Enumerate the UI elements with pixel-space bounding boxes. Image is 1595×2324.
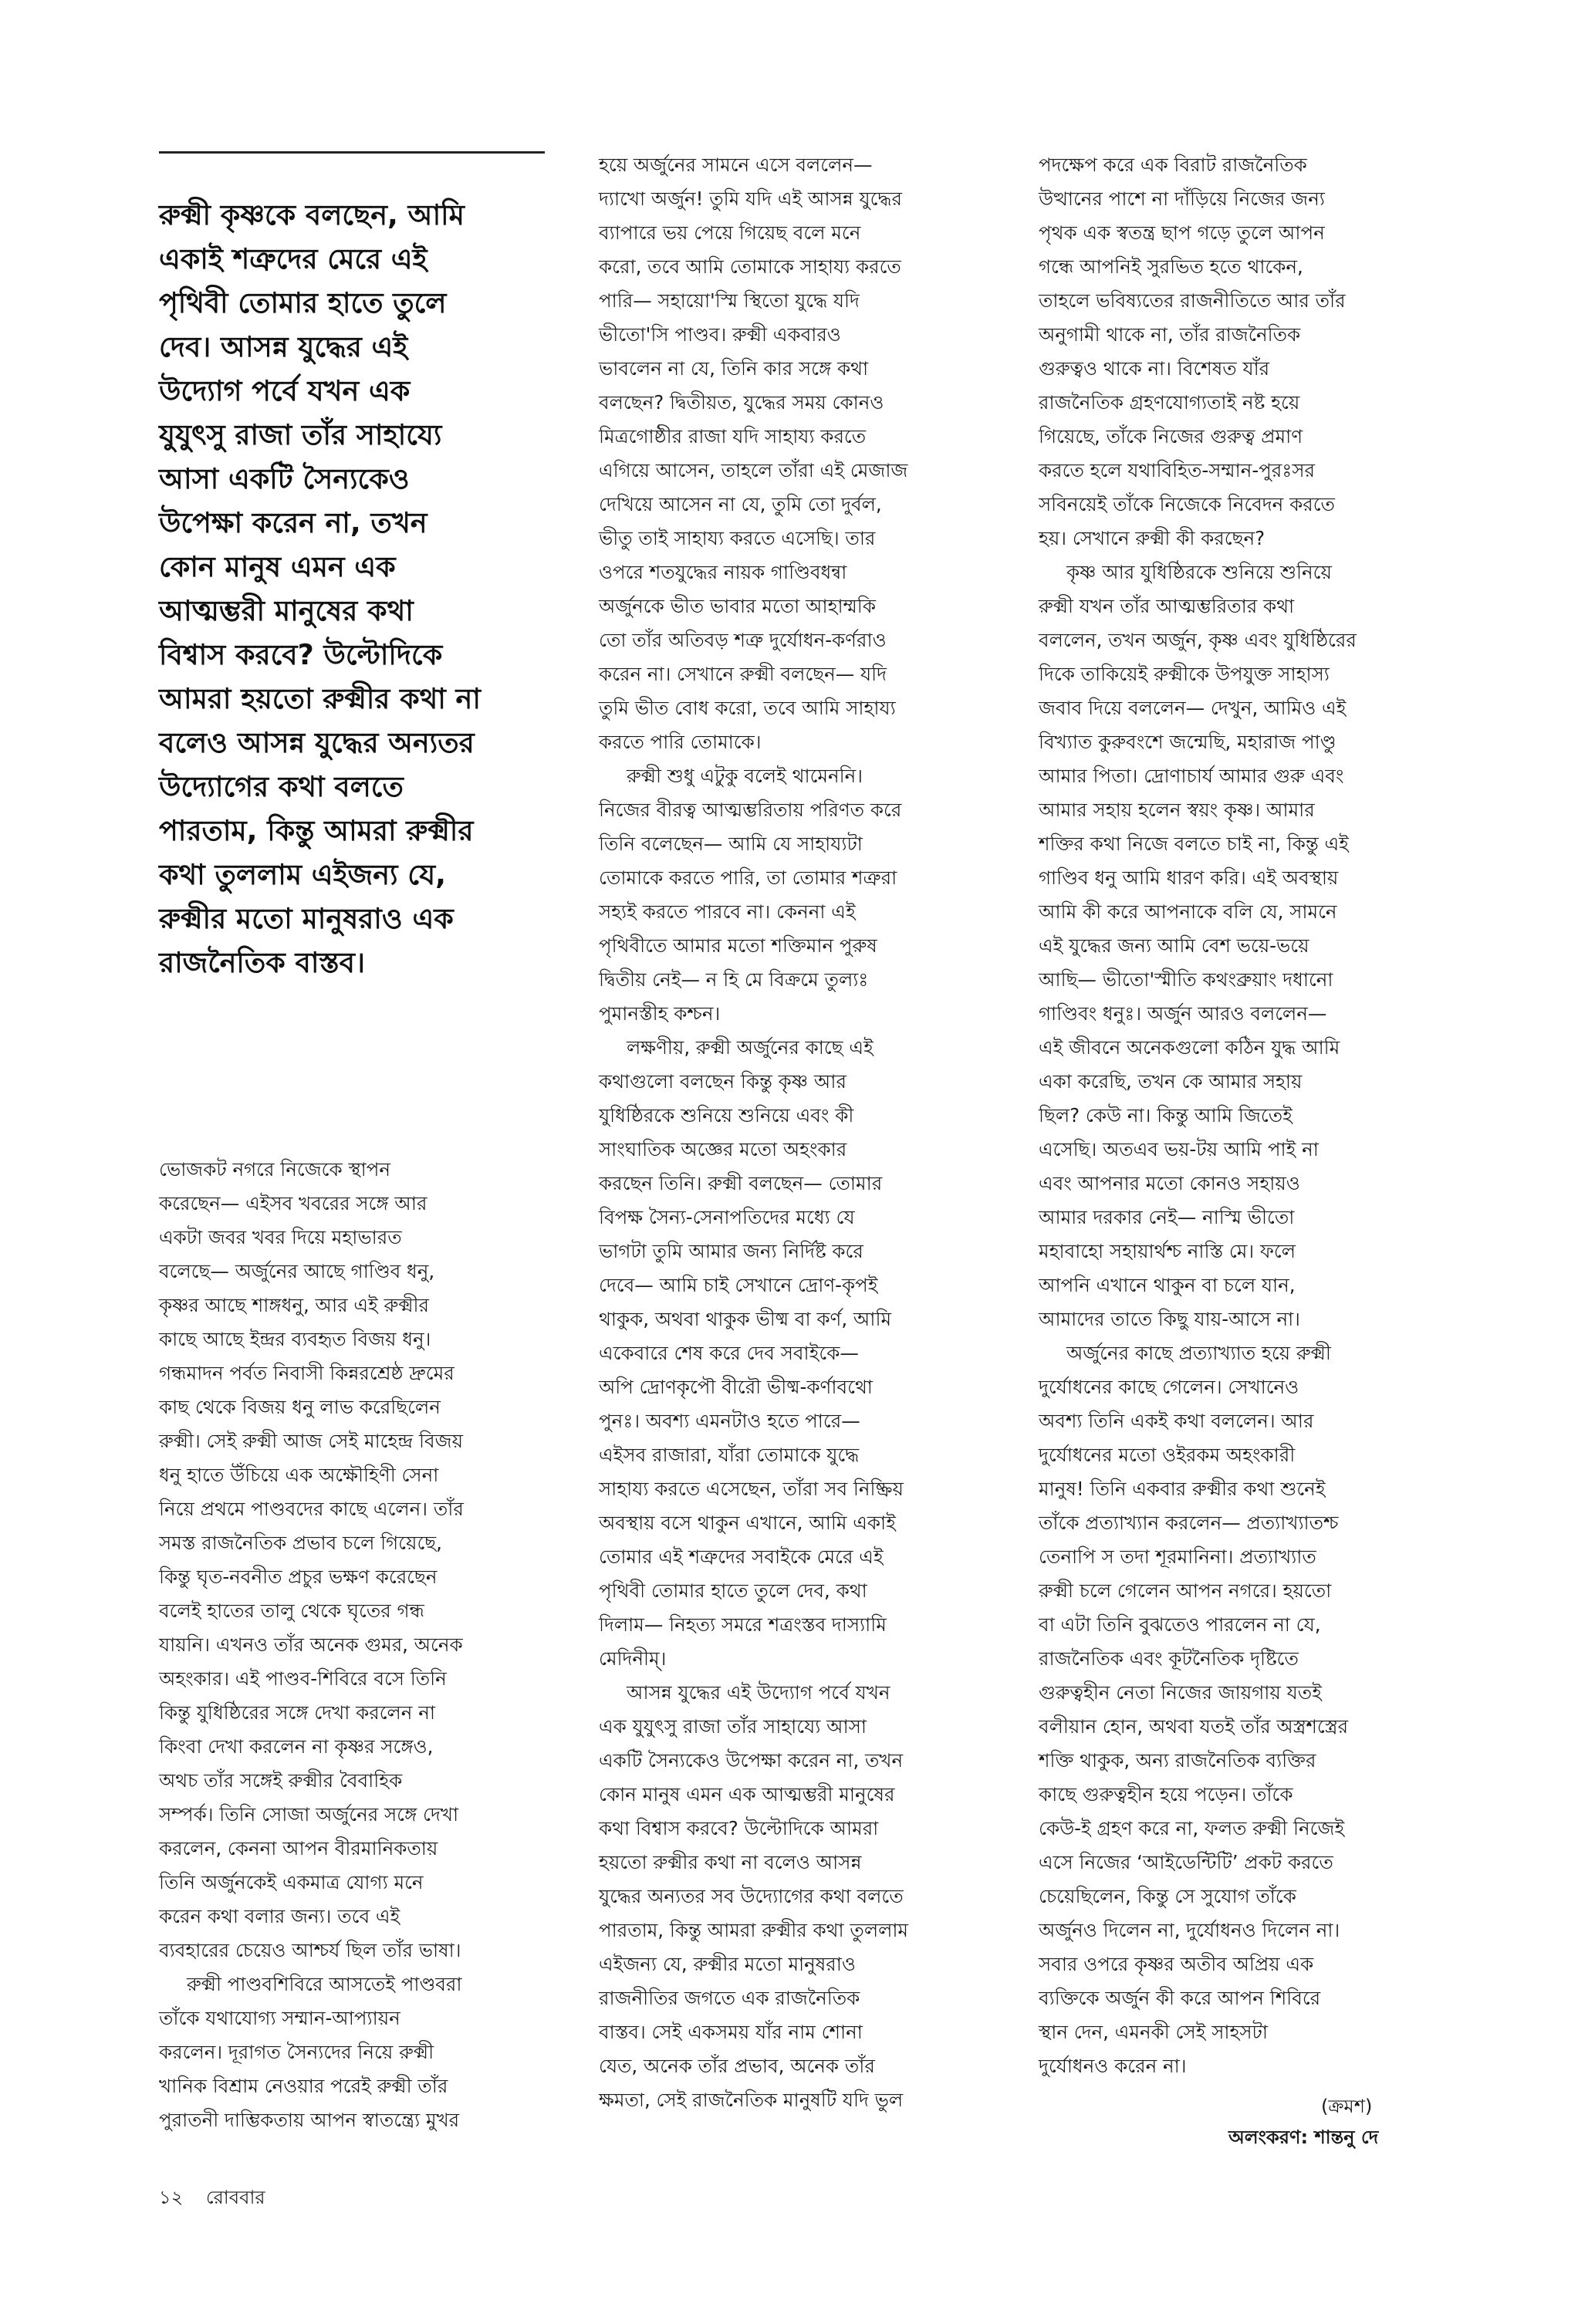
text-line: আমি কী করে আপনাকে বলি যে, সামনে <box>1039 900 1337 923</box>
text-line: একটা জবর খবর দিয়ে মহাভারত <box>159 1226 402 1248</box>
text-line: সহ্যই করতে পারবে না। কেননা এই <box>599 900 856 923</box>
text-line: তাহলে ভবিষ্যতের রাজনীতিতে আর তাঁর <box>1039 289 1346 312</box>
text-line: অনুগামী থাকে না, তাঁর রাজনৈতিক <box>1039 323 1301 346</box>
text-line: অর্জুনকে ভীত ভাবার মতো আহাম্মকি <box>599 595 876 617</box>
text-line: রুক্মী শুধু এটুকু বলেই থামেননি। <box>627 765 863 787</box>
text-line: দ্যাখো অর্জুন! তুমি যদি এই আসন্ন যুদ্ধের <box>599 187 902 210</box>
text-line: জবাব দিয়ে বললেন— দেখুন, আমিও এই <box>1039 697 1347 719</box>
text-line: দেবে— আমি চাই সেখানে দ্রোণ-কৃপই <box>599 1274 878 1296</box>
article-column-2 <box>599 148 1000 2117</box>
text-line: করেন কথা বলার জন্য। তবে এই <box>159 1905 400 1927</box>
pull-quote-line: যুযুৎসু রাজা তাঁর সাহায্যে <box>159 418 442 451</box>
text-line: বলছেন? দ্বিতীয়ত, যুদ্ধের সময় কোনও <box>599 391 884 414</box>
text-line: কিন্তু যুধিষ্ঠিরের সঙ্গে দেখা করলেন না <box>159 1701 435 1724</box>
text-line: কিংবা দেখা করলেন না কৃষ্ণর সঙ্গেও, <box>159 1735 434 1758</box>
text-line: অপি দ্রোণকৃপৌ বীরৌ ভীষ্ম-কর্ণাবথো <box>599 1376 873 1398</box>
text-line: পুরাতনী দাম্ভিকতায় আপন স্বাতন্ত্র্যে মুখর <box>159 2109 460 2131</box>
text-line: ধনু হাতে উঁচিয়ে এক অক্ষৌহিণী সেনা <box>159 1464 439 1486</box>
text-line: নিজের বীরত্ব আত্মম্ভরিতায় পরিণত করে <box>599 799 902 821</box>
text-line: তিনি অর্জুনকেই একমাত্র যোগ্য মনে <box>159 1871 424 1893</box>
text-line: নিয়ে প্রথমে পাণ্ডবদের কাছে এলেন। তাঁর <box>159 1498 464 1520</box>
pull-quote-line: আসা একটি সৈন্যকেও <box>159 462 410 495</box>
text-line: করলেন, কেননা আপন বীরমানিকতায় <box>159 1837 438 1860</box>
text-line: অবশ্য তিনি একই কথা বললেন। আর <box>1039 1410 1314 1432</box>
text-line: আসন্ন যুদ্ধের এই উদ্যোগ পর্বে যখন <box>627 1681 890 1704</box>
text-line: পদক্ষেপ করে এক বিরাট রাজনৈতিক <box>1039 154 1307 176</box>
article-column-3 <box>1039 148 1440 2083</box>
pull-quote-line: রুক্মী কৃষ্ণকে বলছেন, আমি <box>159 198 465 231</box>
text-line: বিখ্যাত কুরুবংশে জন্মেছি, মহারাজ পাণ্ডু <box>1039 731 1336 753</box>
text-line: গুরুত্বও থাকে না। বিশেষত যাঁর <box>1039 357 1270 380</box>
text-line: পৃথক এক স্বতন্ত্র ছাপ গড়ে তুলে আপন <box>1039 221 1325 244</box>
page-footer <box>159 2184 282 2214</box>
text-line: রাজনৈতিক এবং কূটনৈতিক দৃষ্টিতে <box>1039 1647 1299 1670</box>
text-line: যায়নি। এখনও তাঁর অনেক গুমর, অনেক <box>159 1633 463 1656</box>
text-line: হয়তো রুক্মীর কথা না বলেও আসন্ন <box>599 1851 862 1873</box>
pull-quote-line: উদ্যোগ পর্বে যখন এক <box>159 374 411 407</box>
text-line: মিত্রগোষ্ঠীর রাজা যদি সাহায্য করতে <box>599 425 867 448</box>
text-line: সম্পর্ক। তিনি সোজা অর্জুনের সঙ্গে দেখা <box>159 1803 459 1826</box>
text-line: যেত, অনেক তাঁর প্রভাব, অনেক তাঁর <box>599 2055 875 2077</box>
text-line: তোমার এই শত্রুদের সবাইকে মেরে এই <box>599 1545 884 1568</box>
pull-quote-line: রুক্মীর মতো মানুষরাও এক <box>159 902 454 935</box>
text-line: ভোজকট নগরে নিজেকে স্থাপন <box>159 1158 391 1181</box>
text-line: পৃথিবীতে আমার মতো শক্তিমান পুরুষ <box>599 934 877 957</box>
text-line: গন্ধমাদন পর্বত নিবাসী কিন্নরশ্রেষ্ঠ দ্রুমের <box>159 1362 455 1384</box>
continued-marker: (ক্রমশ) <box>1321 2096 1373 2117</box>
text-line: শক্তির কথা নিজে বলতে চাই না, কিন্তু এই <box>1039 833 1349 855</box>
text-line: করো, তবে আমি তোমাকে সাহায্য করতে <box>599 255 901 278</box>
text-line: বা এটা তিনি বুঝতেও পারলেন না যে, <box>1039 1613 1321 1636</box>
text-line: শক্তি থাকুক, অন্য রাজনৈতিক ব্যক্তির <box>1039 1749 1316 1772</box>
pull-quote-line: বিশ্বাস করবে? উল্টোদিকে <box>159 638 443 671</box>
pull-quote-line: উপেক্ষা করেন না, তখন <box>159 506 427 539</box>
text-line: বলীয়ান হোন, অথবা যতই তাঁর অস্ত্রশস্ত্রের <box>1039 1715 1349 1738</box>
text-line: রুক্মী। সেই রুক্মী আজ সেই মাহেন্দ্র বিজয় <box>159 1430 463 1452</box>
text-line: রাজনৈতিক গ্রহণযোগ্যতাই নষ্ট হয়ে <box>1039 391 1300 414</box>
text-line: ভীতো'সি পাণ্ডব। রুক্মী একবারও <box>599 323 841 346</box>
text-line: এগিয়ে আসেন, তাহলে তাঁরা এই মেজাজ <box>599 459 908 481</box>
text-line: দ্বিতীয় নেই— ন হি মে বিক্রমে তুল্যঃ <box>599 968 869 991</box>
text-line: কাছে গুরুত্বহীন হয়ে পড়েন। তাঁকে <box>1039 1783 1293 1805</box>
text-line: বলেই হাতের তালু থেকে ঘৃতের গন্ধ <box>159 1599 424 1622</box>
text-line: আমার দরকার নেই— নাস্মি ভীতো <box>1039 1206 1295 1228</box>
text-line: থাকুক, অথবা থাকুক ভীষ্ম বা কর্ণ, আমি <box>599 1308 892 1330</box>
top-rule <box>159 151 545 154</box>
text-line: করেছেন— এইসব খবরের সঙ্গে আর <box>159 1192 427 1214</box>
page-number: ১২ <box>159 2187 184 2208</box>
text-line: দিকে তাকিয়েই রুক্মীকে উপযুক্ত সাহাস্য <box>1039 663 1330 685</box>
text-line: গিয়েছে, তাঁকে নিজের গুরুত্ব প্রমাণ <box>1039 425 1303 448</box>
text-line: অথচ তাঁর সঙ্গেই রুক্মীর বৈবাহিক <box>159 1769 403 1792</box>
text-line: মানুষ! তিনি একবার রুক্মীর কথা শুনেই <box>1039 1478 1326 1500</box>
article-column-1 <box>159 1153 560 2137</box>
text-line: ছিল? কেউ না। কিন্তু আমি জিতেই <box>1039 1104 1293 1127</box>
text-line: এবং আপনার মতো কোনও সহায়ও <box>1039 1172 1300 1194</box>
text-line: লক্ষণীয়, রুক্মী অর্জুনের কাছে এই <box>627 1036 874 1059</box>
text-line: যুধিষ্ঠিরকে শুনিয়ে শুনিয়ে এবং কী <box>599 1104 854 1127</box>
text-line: অর্জুনের কাছে প্রত্যাখ্যাত হয়ে রুক্মী <box>1066 1342 1331 1364</box>
text-line: করছেন তিনি। রুক্মী বলছেন— তোমার <box>599 1172 883 1194</box>
pull-quote <box>159 193 553 985</box>
text-line: এসে নিজের ‘আইডেন্টিটি’ প্রকট করতে <box>1039 1851 1333 1873</box>
text-line: ব্যবহারের চেয়েও আশ্চর্য ছিল তাঁর ভাষা। <box>159 1939 461 1961</box>
text-line: করতে হলে যথাবিহিত-সম্মান-পুরঃসর <box>1039 459 1316 481</box>
text-line: একটি সৈন্যকেও উপেক্ষা করেন না, তখন <box>599 1749 904 1772</box>
text-line: ভীতু তাই সাহায্য করতে এসেছি। তার <box>599 527 876 549</box>
text-line: মেদিনীম্। <box>599 1647 667 1670</box>
text-line: সাহায্য করতে এসেছেন, তাঁরা সব নিষ্ক্রিয় <box>599 1478 904 1500</box>
text-line: কৃষ্ণ আর যুধিষ্ঠিরকে শুনিয়ে শুনিয়ে <box>1066 561 1332 583</box>
text-line: হয়ে অর্জুনের সামনে এসে বললেন— <box>599 154 873 176</box>
pull-quote-line: পৃথিবী তোমার হাতে তুলে <box>159 286 447 319</box>
text-line: তিনি বলেছেন— আমি যে সাহায্যটা <box>599 833 863 855</box>
text-line: এই যুদ্ধের জন্য আমি বেশ ভয়ে-ভয়ে <box>1039 934 1309 957</box>
pull-quote-line: কোন মানুষ এমন এক <box>159 550 396 583</box>
text-line: বললেন, তখন অর্জুন, কৃষ্ণ এবং যুধিষ্ঠিরের <box>1039 629 1357 651</box>
text-line: একেবারে শেষ করে দেব সবাইকে— <box>599 1342 859 1364</box>
text-line: দেখিয়ে আসেন না যে, তুমি তো দুর্বল, <box>599 493 882 515</box>
text-line: এক যুযুৎসু রাজা তাঁর সাহায্যে আসা <box>599 1715 867 1738</box>
text-line: বাস্তব। সেই একসময় যাঁর নাম শোনা <box>599 2021 863 2043</box>
text-line: বিপক্ষ সৈন্য-সেনাপতিদের মধ্যে যে <box>599 1206 855 1228</box>
text-line: সবার ওপরে কৃষ্ণর অতীব অপ্রিয় এক <box>1039 1953 1314 1975</box>
text-line: দুর্যোধনও করেন না। <box>1039 2055 1187 2077</box>
text-line: তাঁকে যথাযোগ্য সম্মান-আপ্যায়ন <box>159 2007 400 2029</box>
text-line: স্থান দেন, এমনকী সেই সাহসটা <box>1039 2021 1269 2043</box>
text-line: এইজন্য যে, রুক্মীর মতো মানুষরাও <box>599 1953 856 1975</box>
text-line: ব্যাপারে ভয় পেয়ে গিয়েছ বলে মনে <box>599 221 861 244</box>
text-line: বলেছে— অর্জুনের আছে গাণ্ডিব ধনু, <box>159 1260 435 1282</box>
pull-quote-line: একাই শত্রুদের মেরে এই <box>159 242 427 275</box>
text-line: পারি— সহায়ো'স্মি স্থিতো যুদ্ধে যদি <box>599 289 860 312</box>
text-line: যুদ্ধের অন্যতর সব উদ্যোগের কথা বলতে <box>599 1885 904 1907</box>
text-line: তো তাঁর অতিবড় শত্রু দুর্যোধন-কর্ণরাও <box>599 629 887 651</box>
text-line: কেউ-ই গ্রহণ করে না, ফলত রুক্মী নিজেই <box>1039 1817 1345 1839</box>
text-line: গাণ্ডিবং ধনুঃ। অর্জুন আরও বললেন— <box>1039 1002 1327 1025</box>
pull-quote-line: বলেও আসন্ন যুদ্ধের অন্যতর <box>159 726 475 759</box>
text-line: করলেন। দূরাগত সৈন্যদের নিয়ে রুক্মী <box>159 2041 434 2063</box>
pull-quote-line: রাজনৈতিক বাস্তব। <box>159 946 366 979</box>
text-line: একা করেছি, তখন কে আমার সহায় <box>1039 1070 1303 1093</box>
text-line: ভাগটা তুমি আমার জন্য নির্দিষ্ট করে <box>599 1240 863 1262</box>
text-line: গাণ্ডিব ধনু আমি ধারণ করি। এই অবস্থায় <box>1039 866 1339 889</box>
text-line: ব্যক্তিকে অর্জুন কী করে আপন শিবিরে <box>1039 1987 1321 2009</box>
text-line: কৃষ্ণর আছে শাঙ্গধনু, আর এই রুক্মীর <box>159 1294 430 1316</box>
illustration-credit: অলংকরণ: শান্তনু দে <box>1228 2126 1379 2148</box>
text-line: আছি— ভীতো'স্মীতি কথংব্রুয়াং দধানো <box>1039 968 1333 991</box>
text-line: চেয়েছিলেন, কিন্তু সে সুযোগ তাঁকে <box>1039 1885 1296 1907</box>
text-line: খানিক বিশ্রাম নেওয়ার পরেই রুক্মী তাঁর <box>159 2075 448 2097</box>
text-line: রুক্মী পাণ্ডবশিবিরে আসতেই পাণ্ডবরা <box>187 1973 462 1995</box>
pull-quote-line: পারতাম, কিন্তু আমরা রুক্মীর <box>159 814 474 847</box>
text-line: ক্ষমতা, সেই রাজনৈতিক মানুষটি যদি ভুল <box>599 2089 904 2111</box>
text-line: তাঁকে প্রত্যাখ্যান করলেন— প্রত্যাখ্যাতশ্চ <box>1039 1512 1339 1534</box>
text-line: গন্ধে আপনিই সুরভিত হতে থাকেন, <box>1039 255 1303 278</box>
text-line: আপনি এখানে থাকুন বা চলে যান, <box>1039 1274 1296 1296</box>
text-line: দুর্যোধনের মতো ওইরকম অহংকারী <box>1039 1444 1296 1466</box>
pull-quote-line: আত্মম্ভরী মানুষের কথা <box>159 594 414 627</box>
text-line: কথা বিশ্বাস করবে? উল্টোদিকে আমরা <box>599 1817 879 1839</box>
text-line: সাংঘাতিক অজ্ঞের মতো অহংকার <box>599 1138 847 1160</box>
text-line: আমাদের তাতে কিছু যায়-আসে না। <box>1039 1308 1300 1330</box>
text-line: এইসব রাজারা, যাঁরা তোমাকে যুদ্ধে <box>599 1444 860 1466</box>
text-line: গুরুত্বহীন নেতা নিজের জায়গায় যতই <box>1039 1681 1322 1704</box>
text-line: রুক্মী চলে গেলেন আপন নগরে। হয়তো <box>1039 1579 1332 1602</box>
text-line: ওপরে শতযুদ্ধের নায়ক গাণ্ডিবধন্বা <box>599 561 847 583</box>
text-line: কাছ থেকে বিজয় ধনু লাভ করেছিলেন <box>159 1396 441 1418</box>
pull-quote-line: কথা তুললাম এইজন্য যে, <box>159 858 446 891</box>
text-line: তেনাপি স তদা শূরমানিনা। প্রত্যাখ্যাত <box>1039 1545 1316 1568</box>
text-line: রাজনীতির জগতে এক রাজনৈতিক <box>599 1987 860 2009</box>
pull-quote-line: উদ্যোগের কথা বলতে <box>159 770 404 803</box>
text-line: কোন মানুষ এমন এক আত্মম্ভরী মানুষের <box>599 1783 895 1805</box>
text-line: করেন না। সেখানে রুক্মী বলছেন— যদি <box>599 663 887 685</box>
text-line: করতে পারি তোমাকে। <box>599 731 762 753</box>
text-line: অবস্থায় বসে থাকুন এখানে, আমি একাই <box>599 1512 896 1534</box>
pull-quote-line: দেব। আসন্ন যুদ্ধের এই <box>159 330 408 363</box>
text-line: মহাবাহো সহায়ার্থশ্চ নাস্তি মে। ফলে <box>1039 1240 1296 1262</box>
text-line: হয়। সেখানে রুক্মী কী করছেন? <box>1039 527 1266 549</box>
text-line: তোমাকে করতে পারি, তা তোমার শত্রুরা <box>599 866 897 889</box>
text-line: উত্থানের পাশে না দাঁড়িয়ে নিজের জন্য <box>1039 187 1325 210</box>
text-line: পৃথিবী তোমার হাতে তুলে দেব, কথা <box>599 1579 867 1602</box>
text-line: অহংকার। এই পাণ্ডব-শিবিরে বসে তিনি <box>159 1667 447 1690</box>
pull-quote-line: আমরা হয়তো রুক্মীর কথা না <box>159 682 481 715</box>
text-line: কিন্তু ঘৃত-নবনীত প্রচুর ভক্ষণ করেছেন <box>159 1566 438 1588</box>
text-line: দিলাম— নিহত্য সমরে শত্রংস্তব দাস্যামি <box>599 1613 887 1636</box>
text-line: আমার সহায় হলেন স্বয়ং কৃষ্ণ। আমার <box>1039 799 1315 821</box>
text-line: সমস্ত রাজনৈতিক প্রভাব চলে গিয়েছে, <box>159 1532 442 1554</box>
text-line: পারতাম, কিন্তু আমরা রুক্মীর কথা তুললাম <box>599 1919 909 1941</box>
text-line: আমার পিতা। দ্রোণাচার্য আমার গুরু এবং <box>1039 765 1344 787</box>
text-line: কাছে আছে ইন্দ্রর ব্যবহৃত বিজয় ধনু। <box>159 1328 431 1350</box>
text-line: দুর্যোধনের কাছে গেলেন। সেখানেও <box>1039 1376 1299 1398</box>
text-line: রুক্মী যখন তাঁর আত্মম্ভরিতার কথা <box>1039 595 1295 617</box>
publication-name: রোববার <box>205 2187 265 2208</box>
text-line: অর্জুনও দিলেন না, দুর্যোধনও দিলেন না। <box>1039 1919 1340 1941</box>
text-line: ভাবলেন না যে, তিনি কার সঙ্গে কথা <box>599 357 869 380</box>
text-line: তুমি ভীত বোধ করো, তবে আমি সাহায্য <box>599 697 896 719</box>
text-line: এই জীবনে অনেকগুলো কঠিন যুদ্ধ আমি <box>1039 1036 1340 1059</box>
text-line: সবিনয়েই তাঁকে নিজেকে নিবেদন করতে <box>1039 493 1335 515</box>
text-line: কথাগুলো বলছেন কিন্তু কৃষ্ণ আর <box>599 1070 846 1093</box>
text-line: এসেছি। অতএব ভয়-টয় আমি পাই না <box>1039 1138 1319 1160</box>
text-line: পুনঃ। অবশ্য এমনটাও হতে পারে— <box>599 1410 860 1432</box>
text-line: পুমানস্তীহ কশ্চন। <box>599 1002 721 1025</box>
